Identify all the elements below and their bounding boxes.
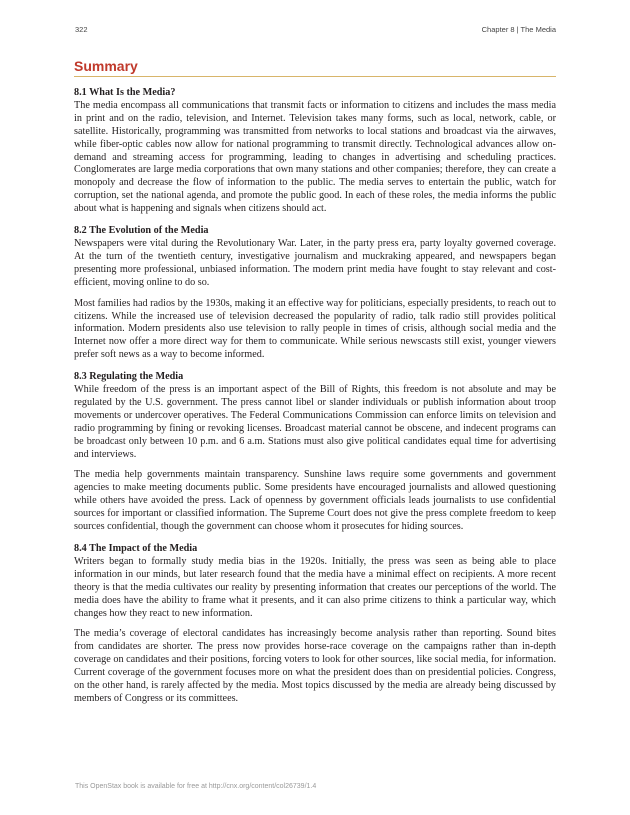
summary-title: Summary bbox=[74, 58, 138, 74]
page-number: 322 bbox=[75, 25, 88, 34]
section-heading: 8.1 What Is the Media? bbox=[74, 87, 176, 98]
title-divider bbox=[74, 76, 556, 77]
section-heading: 8.2 The Evolution of the Media bbox=[74, 225, 209, 237]
paragraph: Most families had radios by the 1930s, making it an effective way for politicians, especially presidents, to reach out to citizens. While the increased use of television decreased the popularity of radio, talk radio still provides political information. Modern presidents also use television to rally people in times of crisis, although social media and the Internet now offer a more direct way for them to communicate. While serious newscasts still exist, younger viewers prefer soft news as a way to become informed. bbox=[74, 297, 556, 361]
paragraph: The media help governments maintain transparency. Sunshine laws require some governments and government agencies to make meeting documents public. Some presidents have encouraged journalists and allowed questioning while others have avoided the press. Lack of openness by government officials leads journalists to use confidential sources for important or classified information. The Supreme Court does not give the press complete freedom to keep sources confidential, though the government can choose whom it prosecutes for hiding sources. bbox=[74, 469, 556, 533]
section-impact-of-media bbox=[74, 543, 556, 706]
paragraph: While freedom of the press is an important aspect of the Bill of Rights, this freedom is not absolute and may be regulated by the U.S. government. The press cannot libel or slander individuals or publish information about troop movements or undercover operatives. The Federal Communications Commission can enforce limits on television and radio programming by fining or revoking licenses. Broadcast material cannot be obscene, and indecent programs can be broadcast only between 10 p.m. and 6 a.m. Stations must also give political candidates equal time for advertising and interviews. bbox=[74, 384, 556, 460]
section-regulating-media bbox=[74, 371, 556, 534]
page-header bbox=[75, 25, 556, 34]
summary-content bbox=[74, 87, 556, 715]
page-footer: This OpenStax book is available for free at http://cnx.org/content/col26739/1.4 bbox=[75, 783, 317, 790]
section-what-is-media bbox=[74, 87, 556, 216]
paragraph: The media encompass all communications that transmit facts or information to citizens and includes the mass media in print and on the radio, television, and Internet. Television takes many forms, such as local, network, cable, or satellite. Historically, programming was transmitted from networks to local stations and broadcast via the airwaves, while fiber-optic cables now allow for national programming to transmit directly. Technological advances allow on-demand and streaming access for programming, leading to changes in advertising and scheduling practices. Conglomerates are large media corporations that own many stations and other companies; therefore, they can create a monopoly and decrease the flow of information to the public. The media serves to entertain the public, watch for corruption, set the national agenda, and promote the public good. In each of these roles, the media informs the public about what is happening and signals when citizens should act. bbox=[74, 99, 556, 215]
paragraph: Newspapers were vital during the Revolutionary War. Later, in the party press era, party loyalty governed coverage. At the turn of the twentieth century, investigative journalism and muckraking appeared, and newspapers began presenting more professional, unbiased information. The modern print media have fought to stay relevant and cost-efficient, moving online to do so. bbox=[74, 237, 556, 288]
section-evolution-of-media bbox=[74, 225, 556, 362]
section-heading: 8.3 Regulating the Media bbox=[74, 371, 184, 383]
chapter-label: Chapter 8 | The Media bbox=[481, 25, 556, 34]
section-heading: 8.4 The Impact of the Media bbox=[74, 543, 198, 554]
paragraph: The media’s coverage of electoral candidates has increasingly become analysis rather than reporting. Sound bites from candidates are shorter. The press now provides horse-race coverage on the campaigns rather than in-depth coverage on candidates and their positions, forcing voters to look for other sources, like social media, for information. Current coverage of the government focuses more on what the president does than on presidential policies. Congress, on the other hand, is rarely affected by the media. Most topics discussed by the media are already being discussed by members of Congress or its committees. bbox=[74, 628, 556, 704]
paragraph: Writers began to formally study media bias in the 1920s. Initially, the press was seen as being able to place information in our minds, but later research found that the media have a minimal effect on recipients. A more recent theory is that the media cultivates our reality by presenting information that creates our perceptions of the world. The media does have the ability to frame what it presents, and it can also prime citizens to think a particular way, which changes how they react to new information. bbox=[74, 555, 556, 619]
